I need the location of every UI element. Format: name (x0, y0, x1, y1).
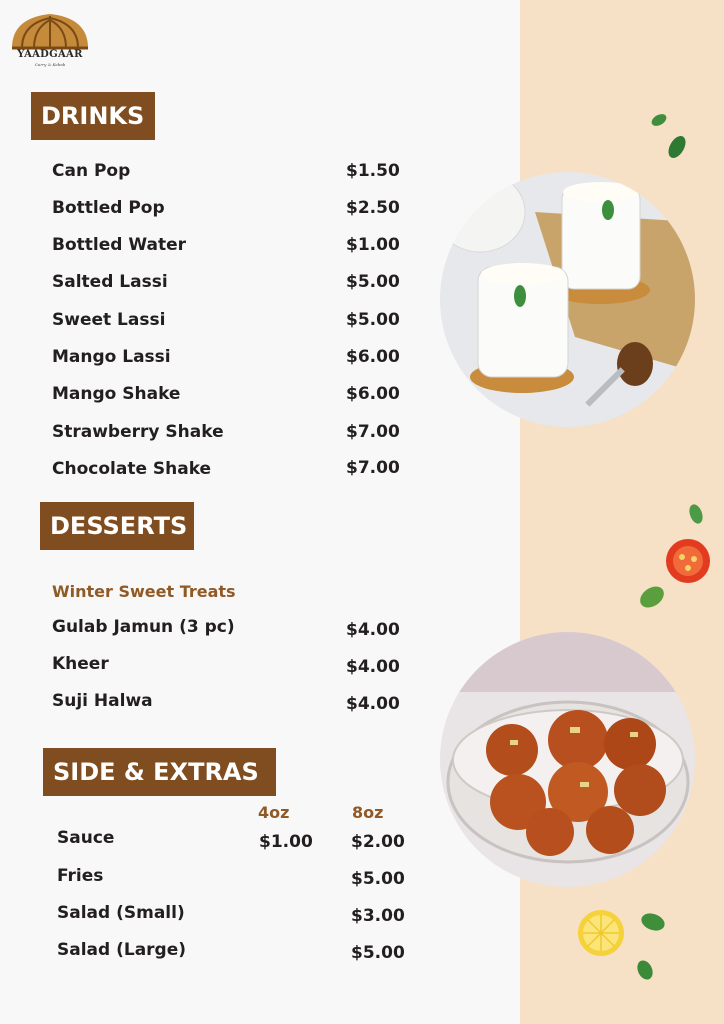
drink-price: $7.00 (346, 458, 400, 478)
desserts-header: DESSERTS (40, 502, 194, 550)
dessert-name: Gulab Jamun (3 pc) (52, 617, 235, 637)
dessert-price: $4.00 (346, 620, 400, 640)
lemon-slice-icon (576, 908, 626, 958)
tomato-icon (664, 537, 712, 585)
drink-name: Mango Lassi (52, 347, 171, 367)
drink-name: Bottled Pop (52, 198, 165, 218)
drink-price: $5.00 (346, 310, 400, 330)
drink-name: Sweet Lassi (52, 310, 166, 330)
size-label-small: 4oz (258, 803, 290, 822)
drink-name: Can Pop (52, 161, 131, 181)
drink-price: $1.00 (346, 235, 400, 255)
drink-price: $1.50 (346, 161, 400, 181)
sides-header: SIDE & EXTRAS (43, 748, 276, 796)
drink-price: $5.00 (346, 272, 400, 292)
dessert-price: $4.00 (346, 657, 400, 677)
drink-name: Chocolate Shake (52, 459, 212, 479)
side-price-small: $1.00 (259, 832, 313, 852)
side-price: $5.00 (351, 943, 405, 963)
side-name: Sauce (57, 828, 115, 848)
desserts-subheading: Winter Sweet Treats (52, 582, 236, 601)
side-price: $2.00 (351, 832, 405, 852)
drink-name: Salted Lassi (52, 272, 168, 292)
leaf-icon (636, 583, 668, 611)
gulab-jamun-photo (440, 632, 695, 887)
leaf-icon (634, 958, 656, 982)
dessert-name: Suji Halwa (52, 691, 153, 711)
side-name: Fries (57, 866, 104, 886)
restaurant-logo (8, 10, 92, 66)
size-label-large: 8oz (352, 803, 384, 822)
dessert-name: Kheer (52, 654, 109, 674)
leaf-icon (666, 133, 688, 161)
side-name: Salad (Large) (57, 940, 187, 960)
side-price: $3.00 (351, 906, 405, 926)
drink-price: $6.00 (346, 384, 400, 404)
drink-name: Bottled Water (52, 235, 186, 255)
drink-name: Mango Shake (52, 384, 181, 404)
drink-price: $7.00 (346, 422, 400, 442)
drink-price: $6.00 (346, 347, 400, 367)
logo-name: YAADGAAR (17, 49, 83, 60)
dessert-price: $4.00 (346, 694, 400, 714)
drink-name: Strawberry Shake (52, 422, 224, 442)
leaf-icon (649, 112, 669, 128)
drink-price: $2.50 (346, 198, 400, 218)
side-name: Salad (Small) (57, 903, 185, 923)
logo-dome-icon (8, 10, 92, 50)
leaf-icon (686, 502, 706, 526)
lassi-photo (440, 172, 695, 427)
logo-tagline: Curry & Kebab (34, 62, 66, 67)
leaf-icon (638, 910, 668, 934)
drinks-header: DRINKS (31, 92, 155, 140)
side-price: $5.00 (351, 869, 405, 889)
